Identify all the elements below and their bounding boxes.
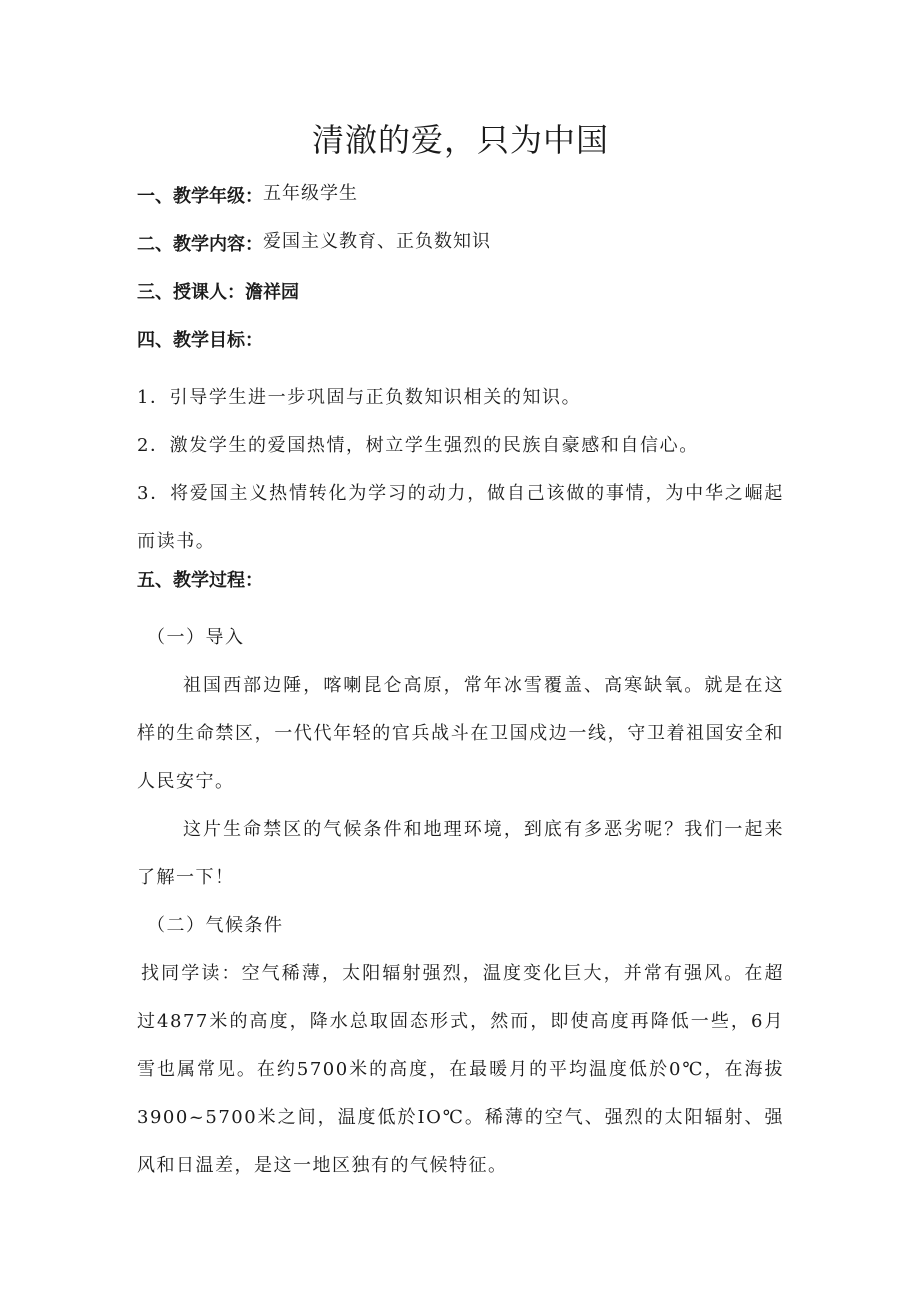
section-paragraph: 祖国西部边陲，喀喇昆仑高原，常年冰雪覆盖、高寒缺氧。就是在这样的生命禁区，一代代年轻的官兵战斗在卫国戍边一线，守卫着祖国安全和人民安宁。 [137, 675, 784, 792]
info-label: 一、教学年级： [137, 186, 263, 207]
info-label: 四、教学目标： [137, 330, 263, 351]
document-title: 清澈的爱，只为中国 [311, 121, 609, 159]
info-grade [137, 182, 784, 230]
info-label: 三、授课人： [137, 282, 245, 303]
goal-item: 1．引导学生进一步巩固与正负数知识相关的知识。 [137, 387, 582, 408]
process-heading: 五、教学过程： [137, 570, 263, 591]
section-paragraph: 这片生命禁区的气候条件和地理环境，到底有多恶劣呢？我们一起来了解一下！ [137, 819, 784, 888]
section-paragraph: 找同学读：空气稀薄，太阳辐射强烈，温度变化巨大，并常有强风。在超过4877米的高度，降水总取固态形式，然而，即使高度再降低一些，6月雪也属常见。在约5700米的高度，在最暖月的平均温度低於0℃，在海拔3900~5700米之间，温度低於IO℃。稀薄的空气、强烈的太阳辐射、强风和日温差，是这一地区独有的气候特征。 [137, 963, 784, 1176]
info-value: 爱国主义教育、正负数知识 [263, 231, 491, 252]
info-value: 澹祥园 [245, 282, 299, 303]
process-heading-row [137, 566, 784, 614]
goal-item: 3．将爱国主义热情转化为学习的动力，做自己该做的事情，为中华之崛起而读书。 [137, 483, 784, 552]
info-teacher [137, 278, 784, 326]
info-goals-heading [137, 326, 784, 374]
goal-item: 2．激发学生的爱国热情，树立学生强烈的民族自豪感和自信心。 [137, 435, 699, 456]
section-heading: （二）气候条件 [147, 915, 284, 936]
info-label: 二、教学内容： [137, 234, 263, 255]
info-value: 五年级学生 [263, 183, 358, 204]
section-heading: （一）导入 [147, 627, 245, 648]
info-content [137, 230, 784, 278]
